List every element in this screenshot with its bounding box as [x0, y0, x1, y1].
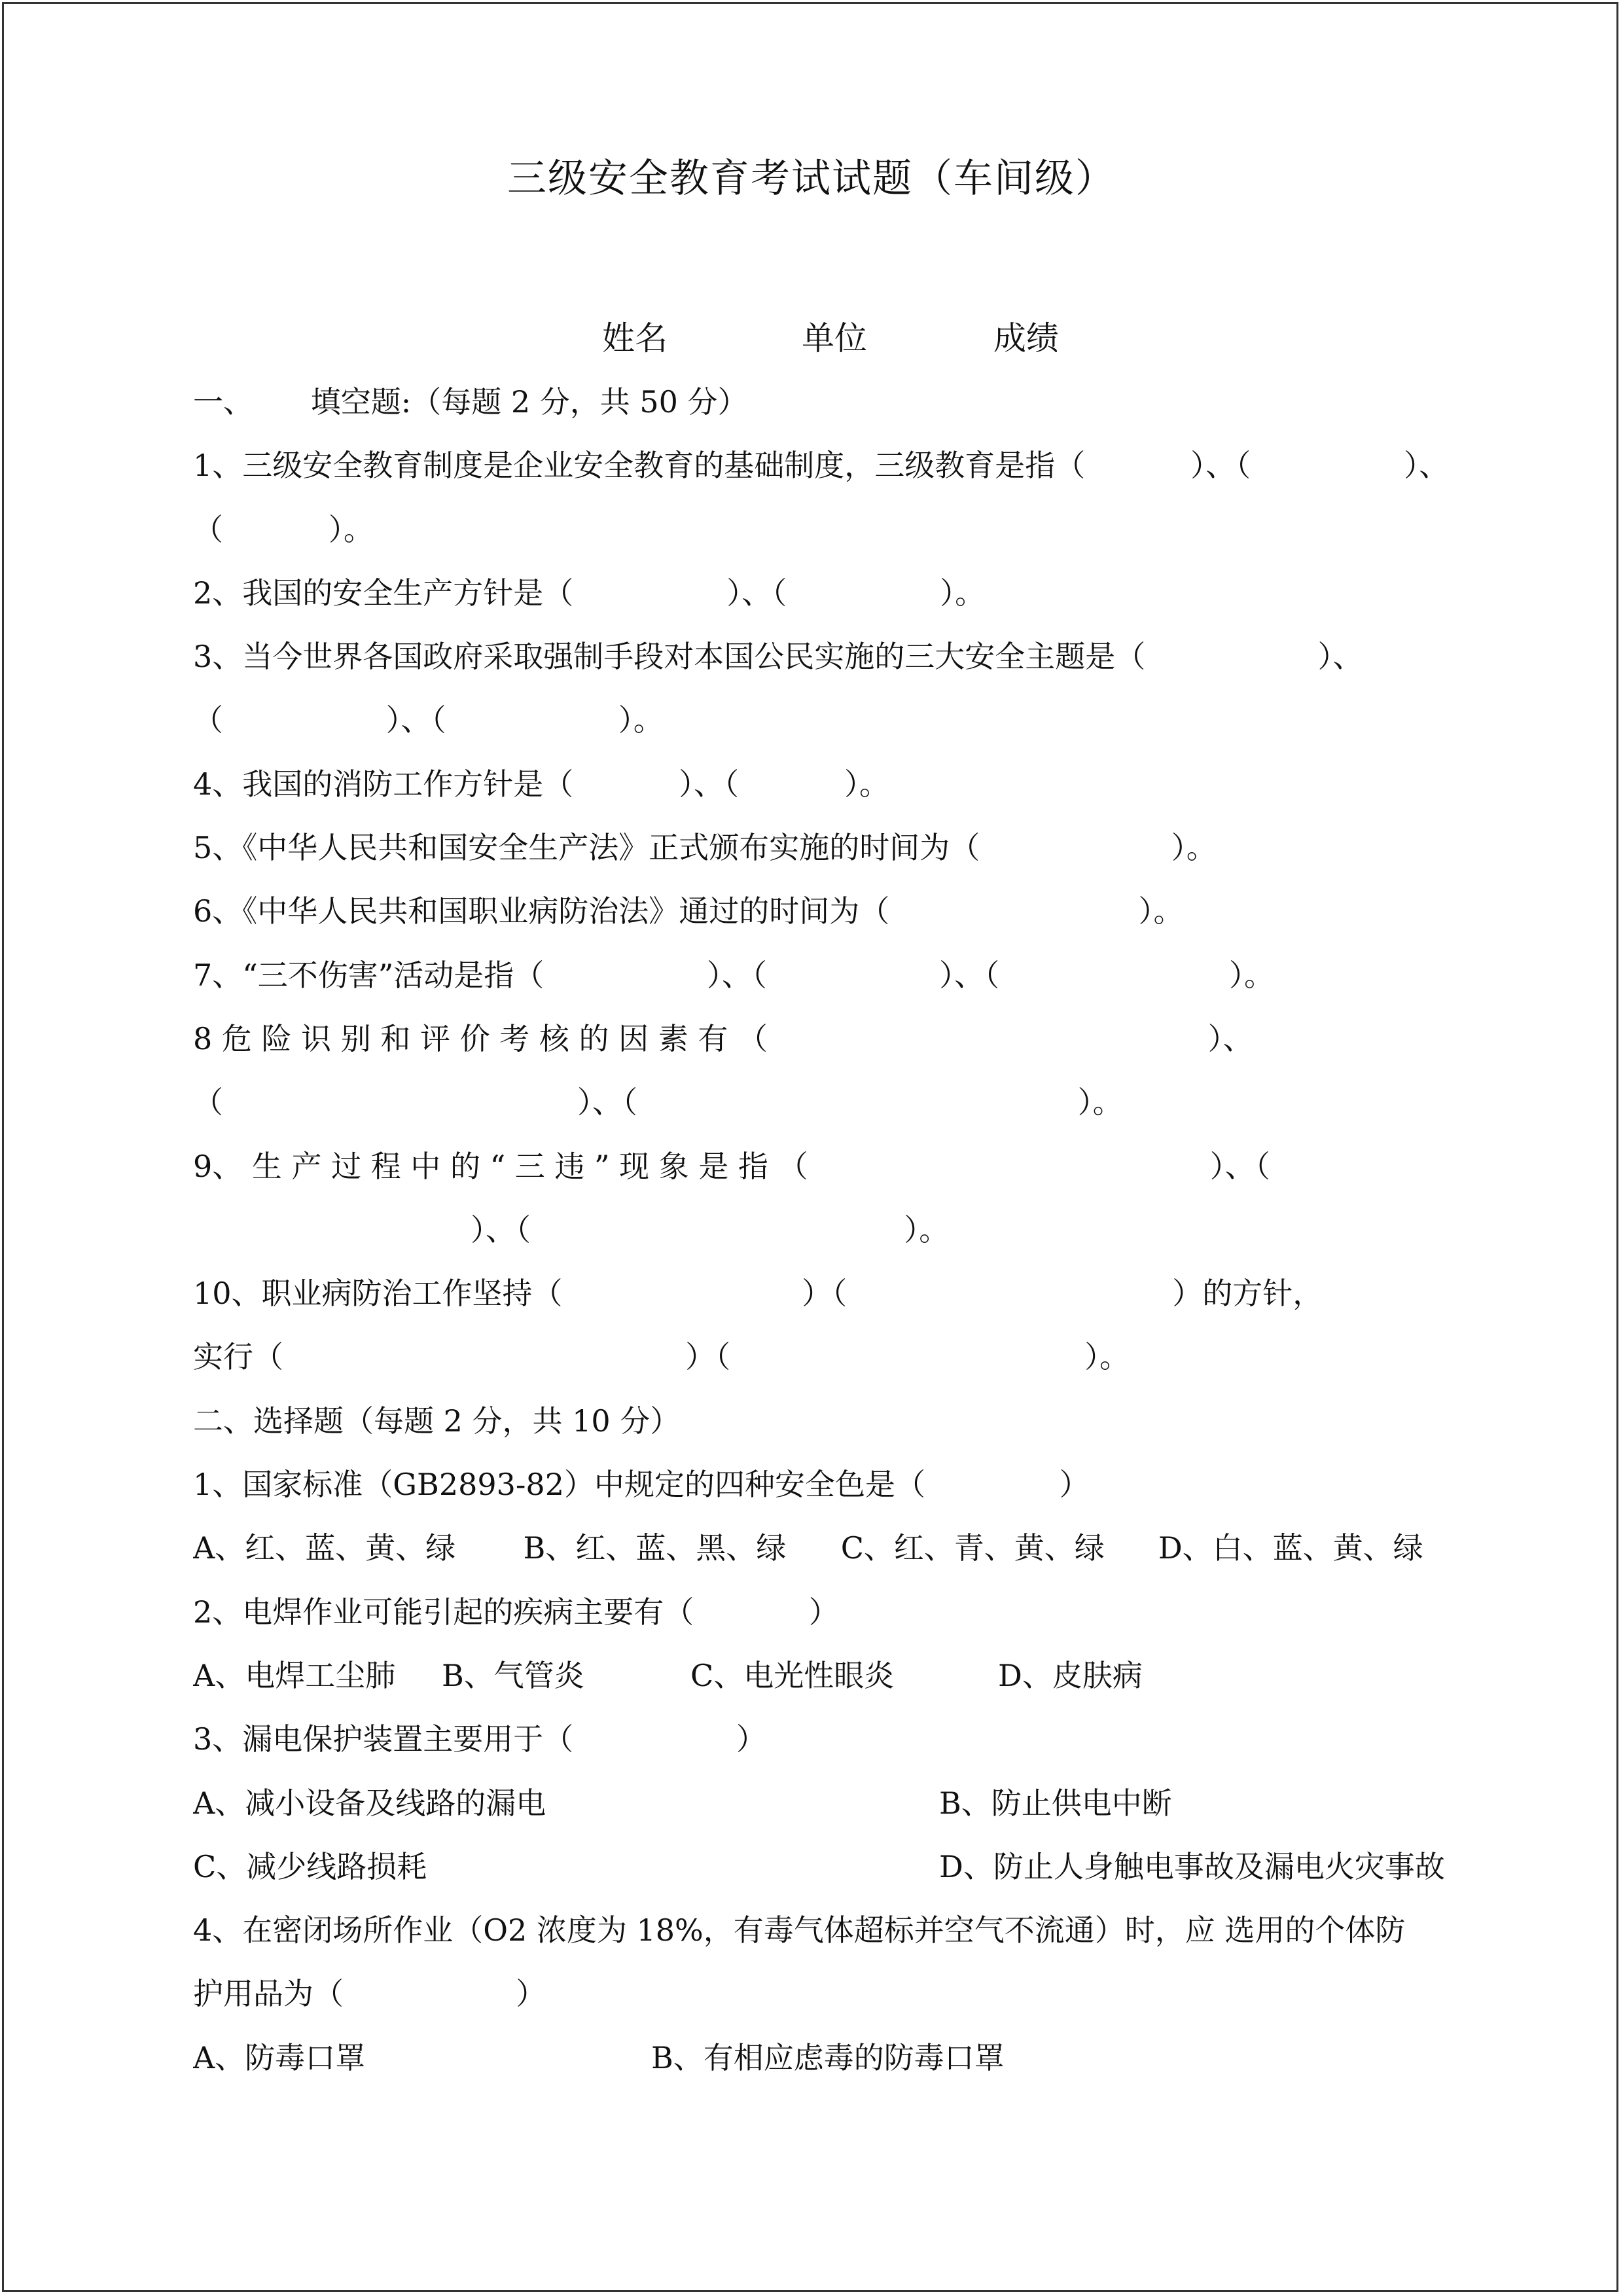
fill-question-1-line-1: 1、三级安全教育制度是企业安全教育的基础制度，三级教育是指（ ）、（ ）、: [193, 448, 1450, 484]
section1-heading: 一、 填空题:（每题 2 分，共 50 分）: [193, 384, 748, 420]
choice-question-3: 3、漏电保护装置主要用于（ ）: [193, 1721, 766, 1757]
fill-question-7: 7、“三不伤害”活动是指（ ）、（ ）、（ ）。: [193, 957, 1275, 993]
choice-question-4-options: [193, 2026, 1476, 2090]
option-b: B、有相应虑毒的防毒口罩: [651, 2039, 1005, 2075]
option-a: A、红、蓝、黄、绿: [193, 1530, 456, 1566]
name-field-label: 姓名: [602, 319, 668, 357]
option-b: B、红、蓝、黑、绿: [523, 1530, 787, 1566]
fill-question-3-line-2: （ ）、（ ）。: [193, 702, 664, 738]
choice-question-4-line-2: 护用品为（ ）: [193, 1976, 546, 2012]
fill-question-2: 2、我国的安全生产方针是（ ）、（ ）。: [193, 575, 986, 611]
score-field-label: 成绩: [993, 319, 1059, 357]
choice-question-3-options-row-1: [193, 1772, 1476, 1835]
option-c: C、红、青、黄、绿: [840, 1530, 1105, 1566]
option-a: A、减小设备及线路的漏电: [193, 1785, 546, 1821]
section2-heading: 二、选择题（每题 2 分，共 10 分）: [193, 1403, 681, 1439]
option-a: A、防毒口罩: [193, 2039, 366, 2075]
fill-question-10-line-2: 实行（ ）（ ）。: [193, 1339, 1130, 1375]
fill-question-8-line-1: 8 危 险 识 别 和 评 价 考 核 的 因 素 有 （ ）、: [193, 1020, 1253, 1056]
page-title: 三级安全教育考试试题（车间级）: [507, 156, 1116, 202]
fill-question-6: 6、《中华人民共和国职业病防治法》通过的时间为（ ）。: [193, 893, 1184, 929]
fill-question-1-line-2: （ ）。: [193, 511, 374, 547]
choice-question-1-options: [193, 1516, 1476, 1580]
option-c: C、电光性眼炎: [690, 1657, 895, 1693]
choice-question-2-options: [193, 1644, 1476, 1708]
unit-field-label: 单位: [802, 319, 867, 357]
fill-question-4: 4、我国的消防工作方针是（ ）、（ ）。: [193, 766, 889, 802]
option-d: D、防止人身触电事故及漏电火灾事故: [939, 1848, 1445, 1884]
choice-question-3-options-row-2: [193, 1835, 1476, 1899]
option-a: A、电焊工尘肺: [193, 1657, 396, 1693]
option-d: D、皮肤病: [998, 1657, 1143, 1693]
fill-question-9-line-1: 9、 生 产 过 程 中 的 “ 三 违 ” 现 象 是 指 （ ）、（: [193, 1148, 1270, 1184]
fill-question-8-line-2: （ ）、（ ）。: [193, 1085, 1123, 1121]
choice-question-1: 1、国家标准（GB2893-82）中规定的四种安全色是（ ）: [193, 1467, 1090, 1503]
fill-question-9-line-2: ）、（ ）。: [193, 1211, 950, 1247]
exam-body: [193, 370, 1476, 2090]
option-b: B、气管炎: [442, 1657, 584, 1693]
fill-question-3-line-1: 3、当今世界各国政府采取强制手段对本国公民实施的三大安全主题是（ ）、: [193, 639, 1363, 675]
option-b: B、防止供电中断: [939, 1785, 1172, 1821]
option-c: C、减少线路损耗: [193, 1848, 427, 1884]
header-fields: [0, 309, 1623, 368]
fill-question-5: 5、《中华人民共和国安全生产法》正式颁布实施的时间为（ ）。: [193, 830, 1217, 866]
choice-question-2: 2、电焊作业可能引起的疾病主要有（ ）: [193, 1594, 839, 1630]
choice-question-4-line-1: 4、在密闭场所作业（O2 浓度为 18%，有毒气体超标并空气不流通）时，应 选用的个体防: [193, 1912, 1406, 1948]
fill-question-10-line-1: 10、职业病防治工作坚持（ ）（ ）的方针，: [193, 1276, 1323, 1312]
option-d: D、白、蓝、黄、绿: [1158, 1530, 1423, 1566]
